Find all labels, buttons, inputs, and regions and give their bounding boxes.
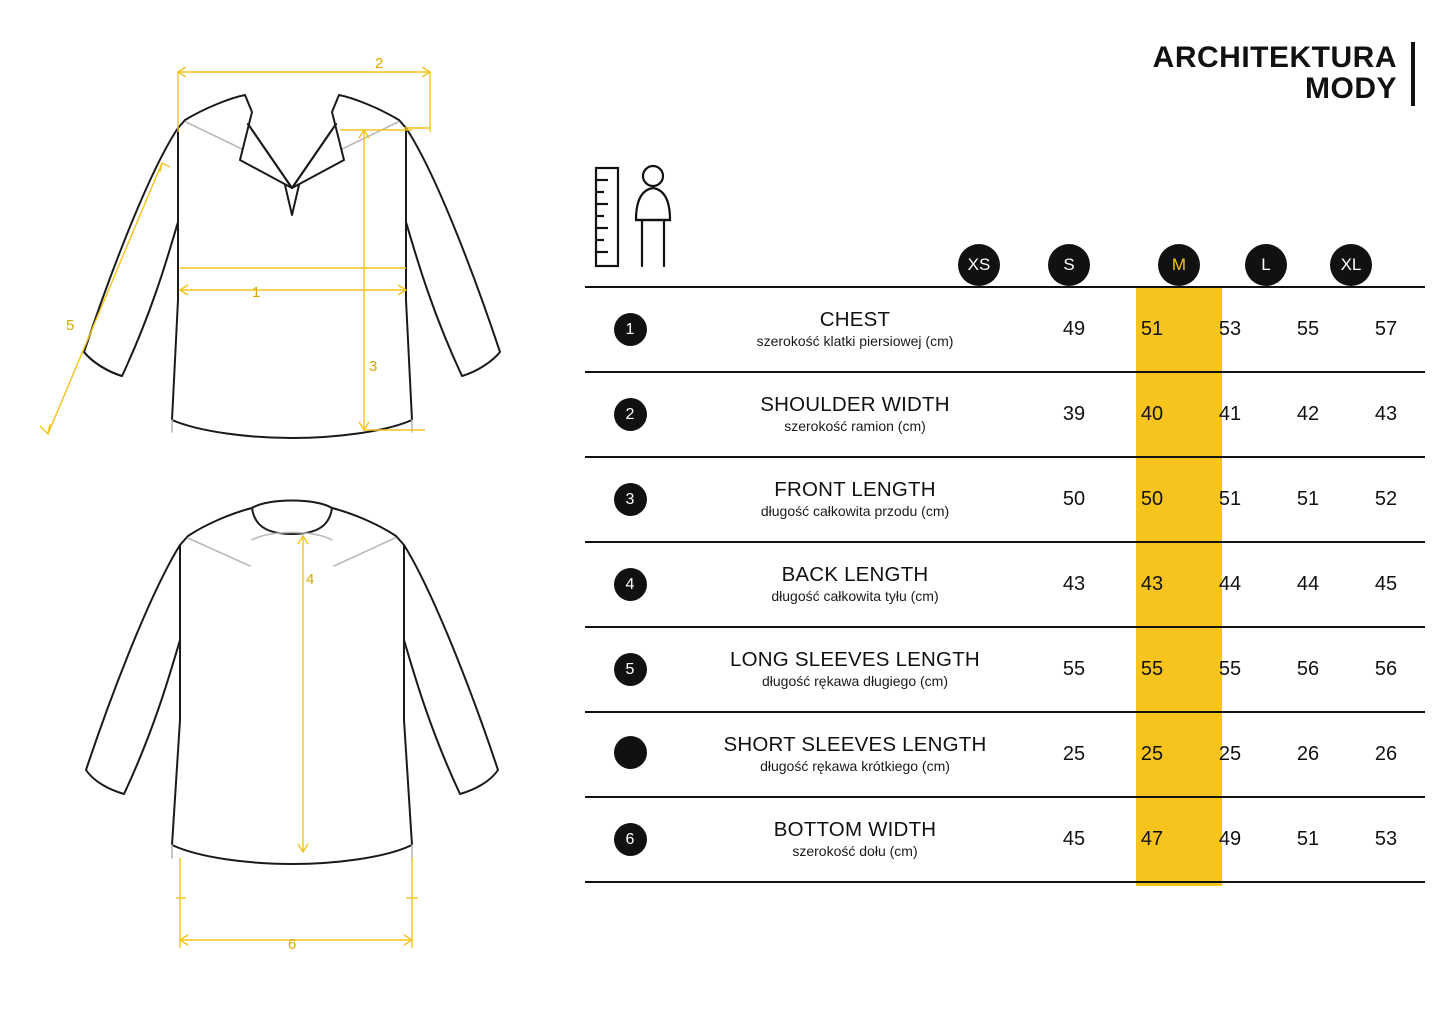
row-label-cell — [675, 287, 1035, 372]
row-label-cell — [675, 627, 1035, 712]
value-l: 56 — [1269, 627, 1347, 712]
value-xl: 26 — [1347, 712, 1425, 797]
value-xs: 25 — [1035, 712, 1113, 797]
row-index-cell — [585, 797, 675, 882]
value-m: 55 — [1191, 627, 1269, 712]
row-label-en: BACK LENGTH — [781, 562, 929, 586]
row-index-cell — [585, 627, 675, 712]
table-row — [585, 372, 1425, 457]
row-index-cell — [585, 372, 675, 457]
garment-sketches — [0, 0, 575, 1022]
measurements-table — [585, 286, 1425, 883]
row-label-cell — [675, 372, 1035, 457]
value-xs: 45 — [1035, 797, 1113, 882]
value-s: 40 — [1113, 372, 1191, 457]
table-row — [585, 797, 1425, 882]
value-l: 26 — [1269, 712, 1347, 797]
legend-icons — [590, 160, 710, 275]
guide-label-3: 3 — [369, 358, 378, 375]
table-row — [585, 712, 1425, 797]
brand-logo — [1153, 42, 1415, 106]
size-badge-s[interactable]: S — [1048, 244, 1090, 286]
guide-label-4: 4 — [306, 571, 315, 588]
size-badge-m[interactable]: M — [1158, 244, 1200, 286]
value-m: 41 — [1191, 372, 1269, 457]
row-label-pl: szerokość dołu (cm) — [792, 843, 918, 860]
row-label-cell — [675, 712, 1035, 797]
row-index-cell — [585, 287, 675, 372]
value-m: 49 — [1191, 797, 1269, 882]
value-m: 53 — [1191, 287, 1269, 372]
table-row — [585, 457, 1425, 542]
value-xs: 55 — [1035, 627, 1113, 712]
row-label-en: FRONT LENGTH — [774, 477, 936, 501]
row-index-badge — [614, 736, 647, 769]
value-xl: 45 — [1347, 542, 1425, 627]
value-xl: 52 — [1347, 457, 1425, 542]
value-xs: 39 — [1035, 372, 1113, 457]
table-row — [585, 287, 1425, 372]
row-label-pl: długość rękawa długiego (cm) — [762, 673, 948, 690]
value-l: 44 — [1269, 542, 1347, 627]
row-label-pl: szerokość ramion (cm) — [784, 418, 926, 435]
brand-line-1: ARCHITEKTURA — [1152, 41, 1397, 75]
size-badge-xl[interactable]: XL — [1330, 244, 1372, 286]
row-index-badge: 6 — [614, 823, 647, 856]
female-figure-icon — [636, 166, 670, 266]
size-badge-xs[interactable]: XS — [958, 244, 1000, 286]
value-m: 25 — [1191, 712, 1269, 797]
row-index-badge: 3 — [614, 483, 647, 516]
row-index-badge: 2 — [614, 398, 647, 431]
size-badges — [585, 150, 1425, 280]
value-l: 51 — [1269, 457, 1347, 542]
row-label-pl: długość całkowita przodu (cm) — [760, 503, 950, 520]
row-label-pl: szerokość klatki piersiowej (cm) — [756, 333, 954, 350]
table-row — [585, 627, 1425, 712]
row-index-cell — [585, 542, 675, 627]
brand-divider — [1411, 42, 1415, 106]
guide-label-5: 5 — [66, 317, 75, 334]
row-index-badge: 4 — [614, 568, 647, 601]
guide-label-1: 1 — [252, 284, 261, 301]
row-index-badge: 1 — [614, 313, 647, 346]
value-s: 43 — [1113, 542, 1191, 627]
row-label-cell — [675, 542, 1035, 627]
row-label-cell — [675, 797, 1035, 882]
row-index-cell — [585, 457, 675, 542]
value-s: 25 — [1113, 712, 1191, 797]
value-s: 51 — [1113, 287, 1191, 372]
value-xs: 43 — [1035, 542, 1113, 627]
value-xl: 56 — [1347, 627, 1425, 712]
row-index-cell — [585, 712, 675, 797]
row-label-en: SHORT SLEEVES LENGTH — [723, 732, 987, 756]
table-row — [585, 542, 1425, 627]
value-xl: 53 — [1347, 797, 1425, 882]
chart-header — [585, 150, 1425, 280]
guide-label-2: 2 — [375, 55, 384, 72]
value-xs: 50 — [1035, 457, 1113, 542]
value-l: 55 — [1269, 287, 1347, 372]
value-xl: 43 — [1347, 372, 1425, 457]
row-label-pl: długość rękawa krótkiego (cm) — [760, 758, 950, 775]
value-l: 51 — [1269, 797, 1347, 882]
row-label-pl: długość całkowita tyłu (cm) — [771, 588, 939, 605]
row-label-en: SHOULDER WIDTH — [760, 392, 950, 416]
value-s: 47 — [1113, 797, 1191, 882]
row-label-en: LONG SLEEVES LENGTH — [730, 647, 980, 671]
row-label-cell — [675, 457, 1035, 542]
row-label-en: BOTTOM WIDTH — [773, 817, 937, 841]
size-chart — [585, 150, 1425, 883]
value-xs: 49 — [1035, 287, 1113, 372]
ruler-icon — [596, 168, 618, 266]
technical-drawings — [0, 0, 575, 1022]
value-m: 44 — [1191, 542, 1269, 627]
value-xl: 57 — [1347, 287, 1425, 372]
row-index-badge: 5 — [614, 653, 647, 686]
value-s: 50 — [1113, 457, 1191, 542]
size-badge-l[interactable]: L — [1245, 244, 1287, 286]
value-l: 42 — [1269, 372, 1347, 457]
brand-line-2: MODY — [1305, 72, 1397, 105]
row-label-en: CHEST — [819, 307, 891, 331]
guide-label-6: 6 — [288, 936, 297, 953]
value-s: 55 — [1113, 627, 1191, 712]
value-m: 51 — [1191, 457, 1269, 542]
